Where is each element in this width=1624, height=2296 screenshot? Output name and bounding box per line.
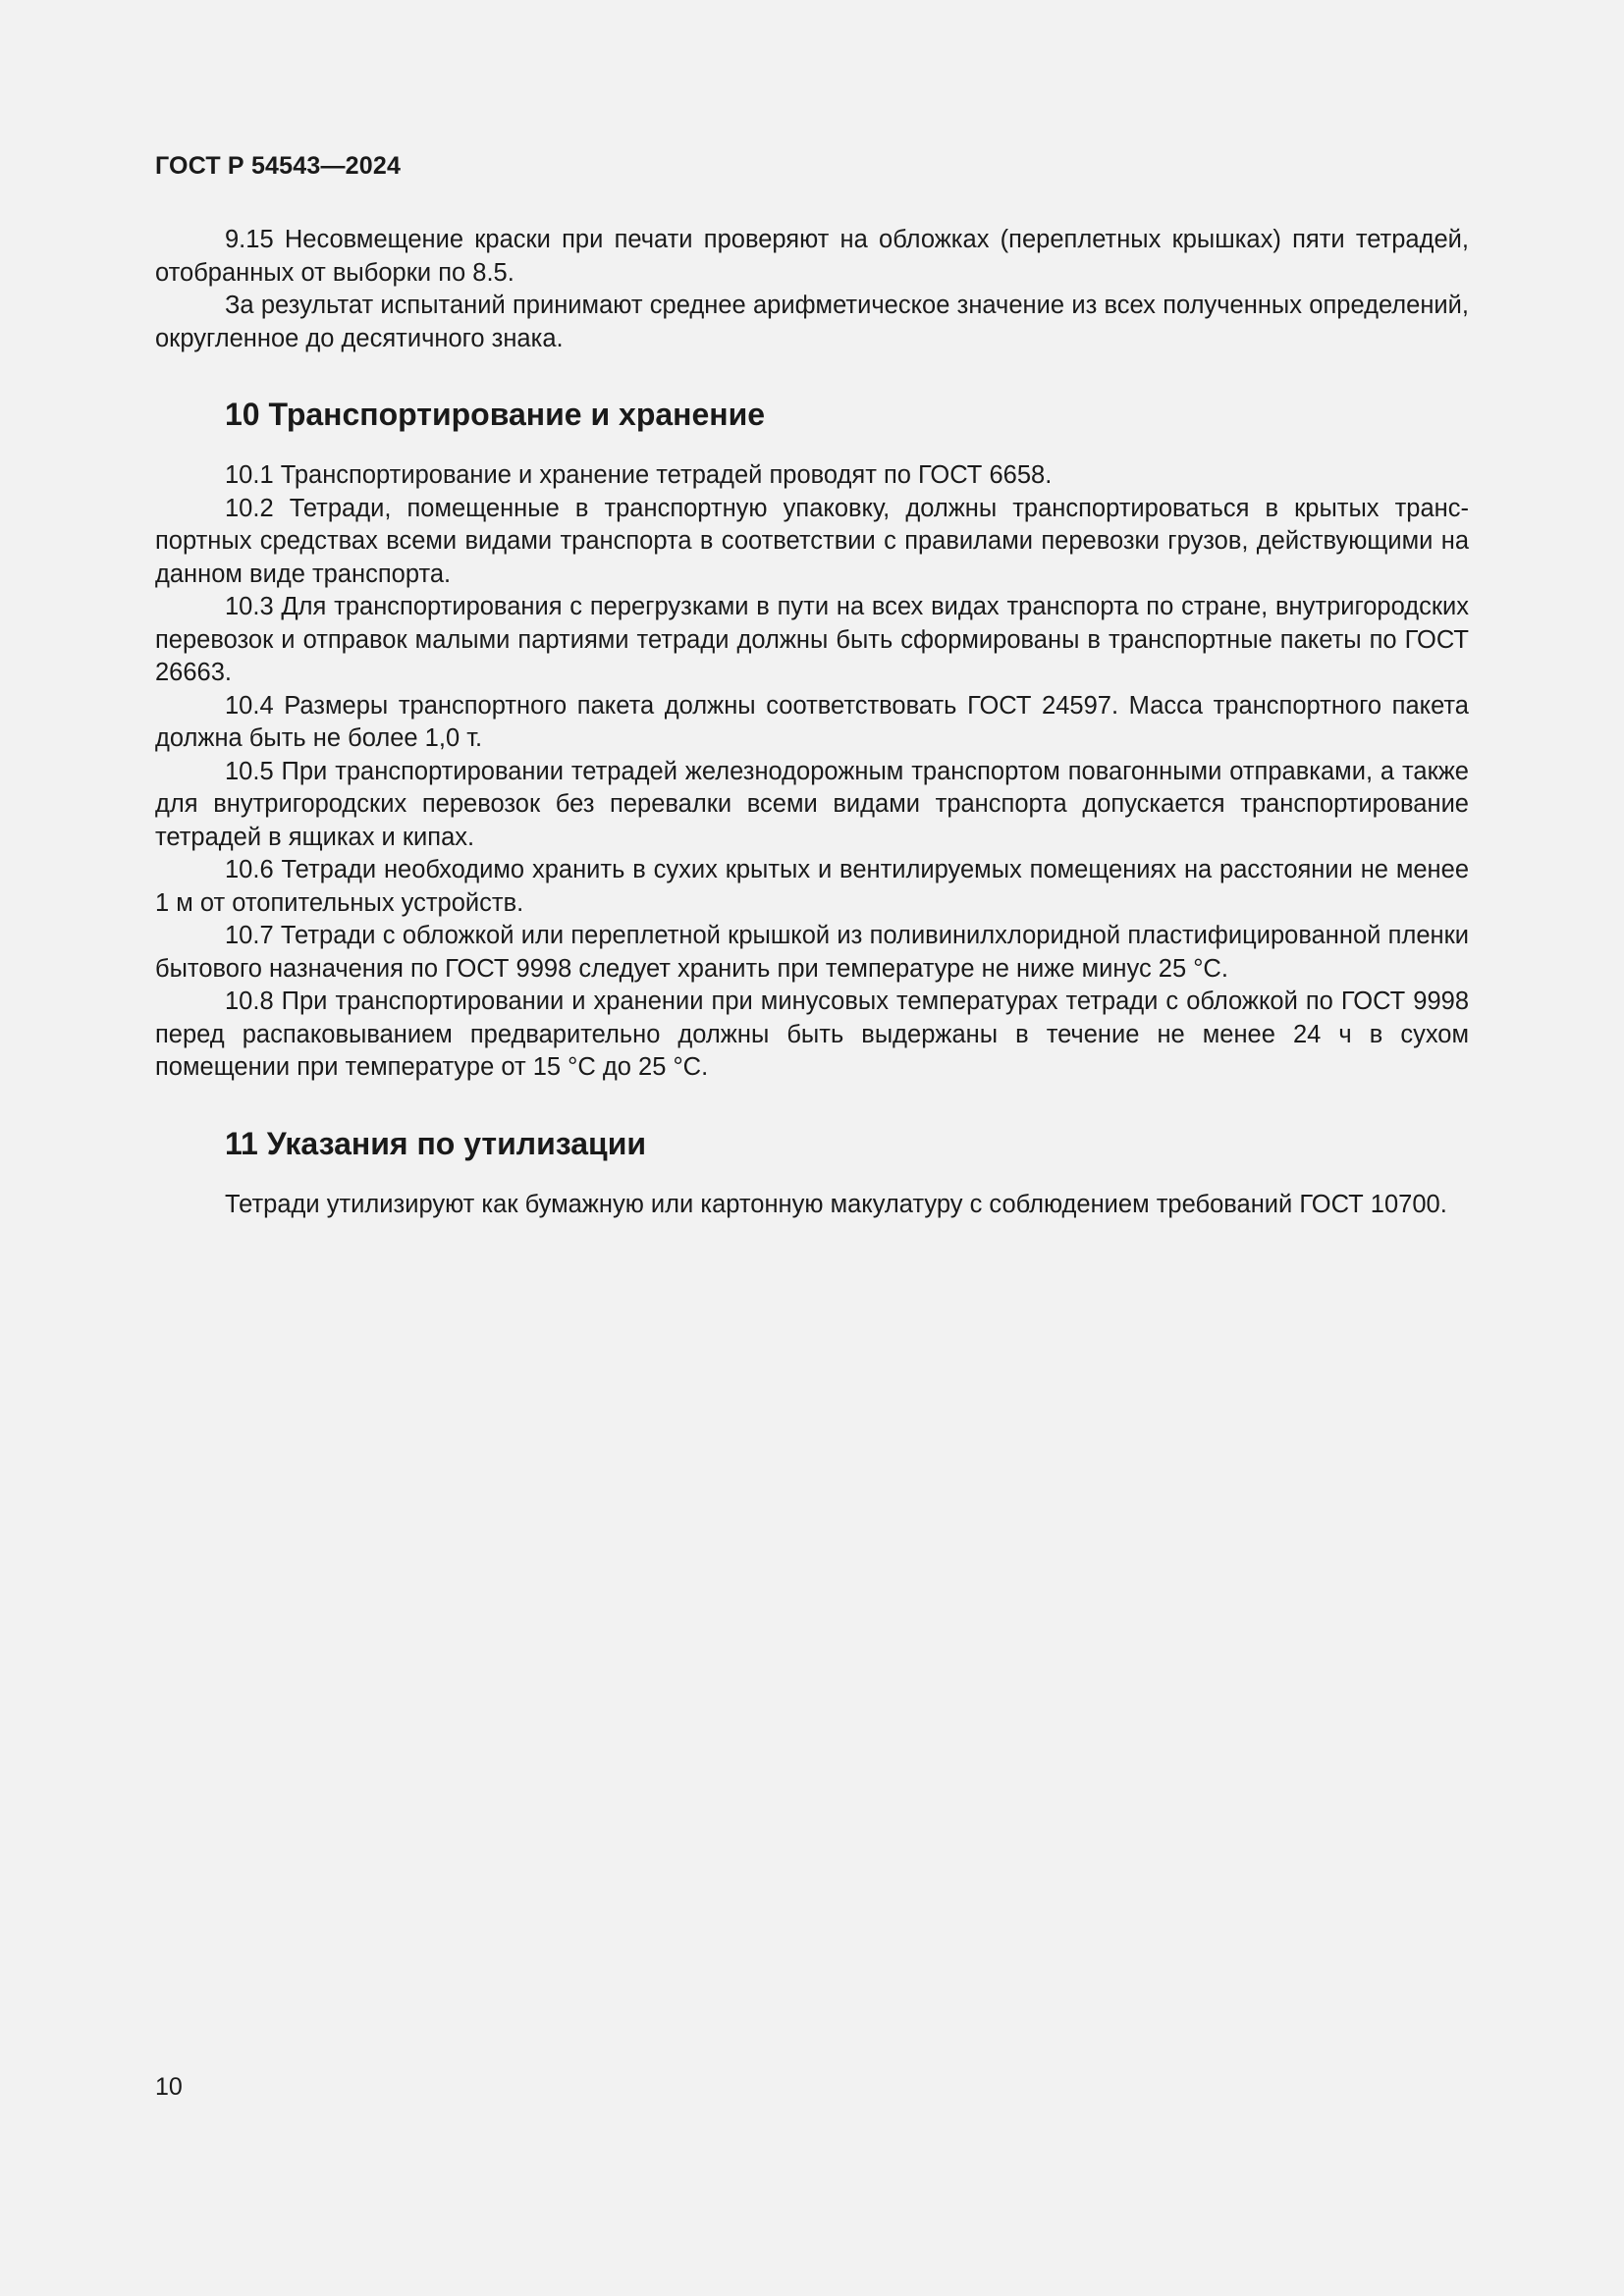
document-header: ГОСТ Р 54543—2024 [155,152,402,180]
paragraph-10-4: 10.4 Размеры транспортного пакета должны соответствовать ГОСТ 24597. Масса транспортного пакета должна быть не более 1,0 т. [155,691,1469,752]
paragraph-10-2: 10.2 Тетради, помещенные в транспортную упаковку, должны транспортироваться в крытых транспортных средствах всеми видами транспорта в соответствии с правилами перевозки грузов, действующими на данном виде транспорта. [155,494,1469,588]
page-number: 10 [155,2073,183,2101]
document-body [155,224,1469,1221]
paragraph-11: Тетради утилизируют как бумажную или картонную макулатуру с соблюдением требований ГОСТ 10700. [225,1190,1447,1218]
paragraph-10-3: 10.3 Для транспортирования с перегрузками в пути на всех видах транспорта по стране, внутригородских перевозок и отправок малыми партиями тетради должны быть сформированы в транспортные пакеты по ГОСТ 26663. [155,593,1469,686]
section-11-heading: 11 Указания по утилизации [225,1125,647,1161]
paragraph-9-15: 9.15 Несовмещение краски при печати проверяют на обложках (переплетных крышках) пяти тетрадей, отобранных от выборки по 8.5. [155,226,1469,287]
paragraph-10-8: 10.8 При транспортировании и хранении при минусовых температурах тетради с обложкой по ГОСТ 9998 перед распаковыванием предварительно должны быть выдержаны в течение не менее 24 ч в сухом помещении при температуре от 15 °С до 25 °С. [155,988,1469,1081]
section-10-heading: 10 Транспортирование и хранение [225,397,766,432]
paragraph-results: За результат испытаний принимают среднее арифметическое значение из всех полученных определений, округленное до десятичного знака. [155,292,1469,352]
paragraph-10-1: 10.1 Транспортирование и хранение тетрадей проводят по ГОСТ 6658. [225,461,1053,489]
paragraph-10-7: 10.7 Тетради с обложкой или переплетной крышкой из поливинилхлоридной пластифицированной пленки бытового назначения по ГОСТ 9998 следует хранить при температуре не ниже минус 25 °С. [155,922,1469,983]
paragraph-10-6: 10.6 Тетради необходимо хранить в сухих крытых и вентилируемых помещениях на расстоянии не менее 1 м от отопительных устройств. [155,856,1469,917]
paragraph-10-5: 10.5 При транспортировании тетрадей железнодорожным транспортом повагонными отправками, а также для внутригородских перевозок без перевалки всеми видами транспорта допускается транспортирование тетрадей в ящиках и кипах. [155,757,1469,851]
